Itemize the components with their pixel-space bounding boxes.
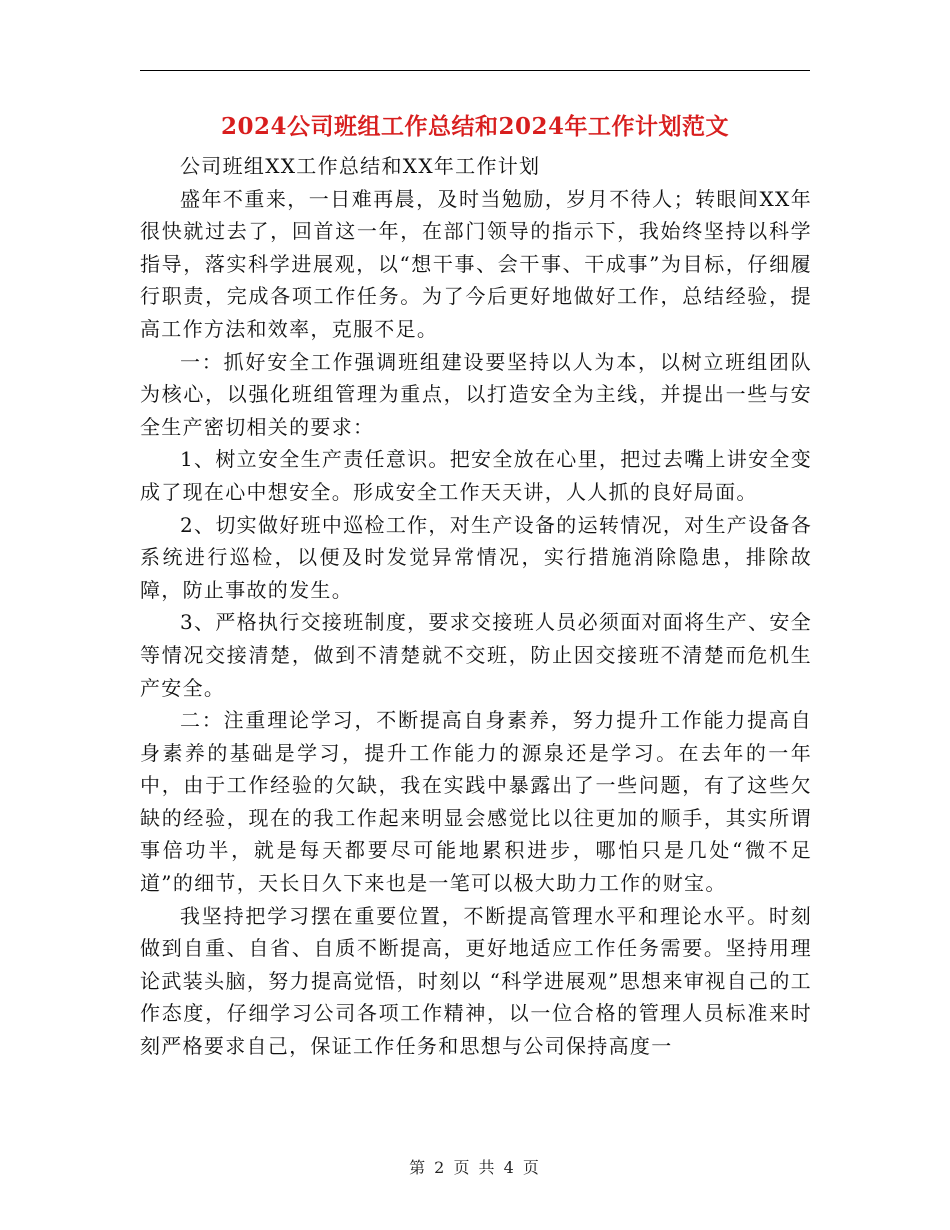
paragraph-item-1: 1、树立安全生产责任意识。把安全放在心里，把过去嘴上讲安全变成了现在心中想安全。形成安全工作天天讲，人人抓的良好局面。	[140, 447, 812, 504]
paragraph-intro: 盛年不重来，一日难再晨，及时当勉励，岁月不待人；转眼间XX年很快就过去了，回首这一年，在部门领导的指示下，我始终坚持以科学指导，落实科学进展观，以“想干事、会干事、干成事”为目标，仔细履行职责，完成各项工作任务。为了今后更好地做好工作，总结经验，提高工作方法和效率，克服不足。	[140, 186, 812, 341]
paragraph-study: 我坚持把学习摆在重要位置，不断提高管理水平和理论水平。时刻做到自重、自省、自质不断提高，更好地适应工作任务需要。坚持用理论武装头脑，努力提高觉悟，时刻以 “科学进展观”思想来审视自己的工作态度，仔细学习公司各项工作精神，以一位合格的管理人员标准来时刻严格要求自己，保证工作任务和思想与公司保持高度一	[140, 903, 812, 1059]
paragraph-item-3: 3、严格执行交接班制度，要求交接班人员必须面对面将生产、安全等情况交接清楚，做到不清楚就不交班，防止因交接班不清楚而危机生产安全。	[140, 610, 812, 700]
paragraph-item-2: 2、切实做好班中巡检工作，对生产设备的运转情况，对生产设备各系统进行巡检，以便及时发觉异常情况，实行措施消除隐患，排除故障，防止事故的发生。	[140, 512, 812, 602]
paragraph-section-two: 二：注重理论学习，不断提高自身素养，努力提升工作能力提高自身素养的基础是学习，提升工作能力的源泉还是学习。在去年的一年中，由于工作经验的欠缺，我在实践中暴露出了一些问题，有了这些欠缺的经验，现在的我工作起来明显会感觉比以往更加的顺手，其实所谓事倍功半，就是每天都要尽可能地累积进步，哪怕只是几处“微不足道”的细节，天长日久下来也是一笔可以极大助力工作的财宝。	[140, 708, 812, 896]
document-title: 2024公司班组工作总结和2024年工作计划范文	[220, 113, 730, 140]
document-body	[140, 150, 812, 1063]
paragraph-subtitle: 公司班组XX工作总结和XX年工作计划	[180, 154, 541, 178]
paragraph-section-one: 一：抓好安全工作强调班组建设要坚持以人为本，以树立班组团队为核心，以强化班组管理为重点，以打造安全为主线，并提出一些与安全生产密切相关的要求：	[140, 349, 812, 439]
page-number-footer: 第 2 页 共 4 页	[409, 1158, 541, 1177]
header-rule	[140, 70, 810, 71]
